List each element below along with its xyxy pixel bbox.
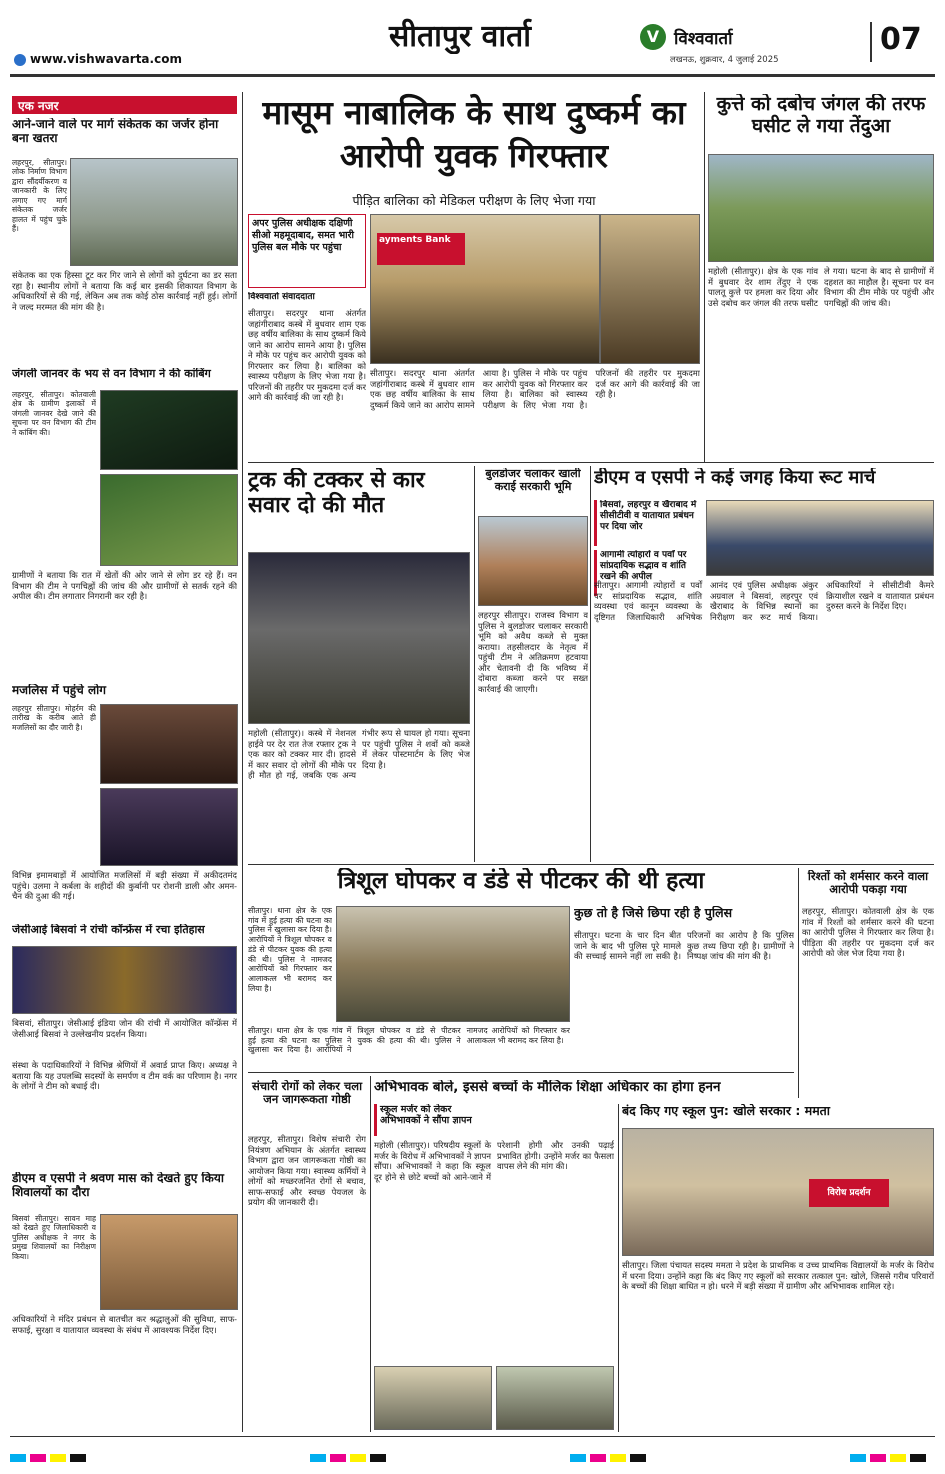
police-photo-2 (600, 214, 700, 364)
route-march-photo (706, 500, 934, 576)
route-callout: आगामी त्योहारों व पर्वों पर सांप्रदायिक सद्भाव व शांति रखने की अपील (594, 550, 702, 596)
page-title: सीतापुर वार्ता (389, 19, 531, 54)
color-swatch (630, 1454, 646, 1462)
hiding-body: सीतापुर। घटना के चार दिन बीत जाने के बाद भी पुलिस पूरे मामले की सच्चाई सामने नहीं ला सकी है। परिजनों का आरोप है कि पुलिस कुछ तथ्य छिपा रही है। ग्रामीणों ने निष्पक्ष जांच की मांग की है। (574, 930, 794, 961)
brand-logo: V विश्ववार्ता (640, 24, 815, 52)
color-swatch (610, 1454, 626, 1462)
color-swatch (870, 1454, 886, 1462)
column-divider (242, 92, 243, 1432)
color-swatch (570, 1454, 586, 1462)
dateline: लखनऊ, शुक्रवार, 4 जुलाई 2025 (670, 55, 779, 65)
dog-body: महोली (सीतापुर)। क्षेत्र के एक गांव में बुधवार देर शाम तेंदुए ने एक पालतू कुत्ते पर हमला कर दिया और उसे दबोच कर जंगल की तरफ घसीट ले गया। घटना के बाद से ग्रामीणों में दहशत का माहौल है। सूचना पर वन विभाग की टीम मौके पर पहुंची और पगचिह्नों की जांच की। (708, 266, 934, 308)
shiksha-body: महोली (सीतापुर)। परिषदीय स्कूलों के मर्जर के विरोध में अभिभावकों ने ज्ञापन सौंपा। अभिभावकों ने कहा कि स्कूल दूर होने से छोटे बच्चों को आने-जाने में परेशानी होगी और उनकी पढ़ाई प्रभावित होगी। उन्होंने मर्जर का फैसला वापस लेने की मांग की। (374, 1140, 614, 1182)
globe-icon (14, 54, 26, 66)
photo-signboard: ayments Bank (377, 233, 465, 265)
dog-headline: कुत्ते को दबोच जंगल की तरफ घसीट ले गया तेंदुआ (716, 94, 926, 137)
section-rule (248, 864, 934, 865)
rishton-body: लहरपुर, सीतापुर। कोतवाली क्षेत्र के एक गांव में रिश्तों को शर्मसार करने की घटना का आरोपी पुलिस ने गिरफ्तार कर लिया है। पीड़िता की तहरीर पर मुकदमा दर्ज कर आरोपी को जेल भेज दिया गया है। (802, 906, 934, 958)
masthead-rule (10, 74, 935, 77)
rishton-headline: रिश्तों को शर्मसार करने वाला आरोपी पकड़ा गया (807, 870, 929, 897)
color-swatch (890, 1454, 906, 1462)
brief-lead: लहरपुर सीतापुर। मोहर्रम की तारीख के करीब आते ही मजलिसों का दौर जारी है। (12, 704, 96, 732)
protest-banner: विरोध प्रदर्शन (809, 1179, 889, 1207)
truck-body: महोली (सीतापुर)। कस्बे में नेशनल हाईवे पर देर रात तेज रफ्तार ट्रक ने एक कार को टक्कर मार दी। हादसे में कार सवार दो लोगों की मौके पर ही मौत हो गई, जबकि एक अन्य गंभीर रूप से घायल हो गया। सूचना पर पहुंची पुलिस ने शवों को कब्जे में लेकर पोस्टमार्टम के लिए भेज दिया है। (248, 728, 470, 780)
route-march-body: सीतापुर। आगामी त्योहारों व पर्वों पर सांप्रदायिक सद्भाव, शांति व्यवस्था एवं कानून व्यवस्था के दृष्टिगत जिलाधिकारी अभिषेक आनंद एवं पुलिस अधीक्षक अंकुर अग्रवाल ने बिसवां, लहरपुर एवं खैराबाद के विभिन्न स्थानों का निरीक्षण कर रूट मार्च किया। अधिकारियों ने सीसीटीवी कैमरे क्रियाशील रखने व यातायात प्रबंधन दुरुस्त करने के निर्देश दिए। (594, 580, 934, 622)
page-number: 07 (870, 22, 930, 62)
color-swatch (590, 1454, 606, 1462)
column-divider (590, 466, 591, 862)
lead-body-cont: सीतापुर। सदरपुर थाना अंतर्गत जहांगीराबाद कस्बे में बुधवार शाम एक छह वर्षीय बालिका के साथ दुष्कर्म किये जाने का आरोप सामने आया है। पुलिस ने मौके पर पहुंच कर आरोपी युवक को गिरफ्तार कर लिया है। बालिका को स्वास्थ्य परीक्षण के लिए भेजा गया है। परिजनों की तहरीर पर मुकदमा दर्ज कर आगे की कार्रवाई की जा रही है। (370, 368, 700, 410)
majlis-photo (100, 704, 238, 784)
column-divider (798, 868, 799, 1098)
lead-headline: मासूम नाबालिक के साथ दुष्कर्म का आरोपी युवक गिरफ्तार (262, 93, 686, 175)
ek-nazar-label: एक नजर (12, 96, 237, 114)
brief-headline: आने-जाने वाले पर मार्ग संकेतक का जर्जर होना बना खतरा (12, 118, 219, 145)
shiksha-callout: स्कूल मर्जर को लेकर अभिभावकों ने सौंपा ज्ञापन (374, 1104, 488, 1136)
brief-body: संस्था के पदाधिकारियों ने विभिन्न श्रेणियों में अवार्ड प्राप्त किए। अध्यक्ष ने बताया कि यह उपलब्धि सदस्यों के समर्पण व टीम वर्क का परिणाम है। नगर के लोगों ने टीम को बधाई दी। (12, 1060, 237, 1091)
majlis-photo-2 (100, 788, 238, 866)
brief-headline: जंगली जानवर के भय से वन विभाग ने की कांबिंग (12, 368, 211, 380)
section-rule (248, 1072, 794, 1073)
temple-visit-photo (100, 1214, 238, 1310)
color-swatch (350, 1454, 366, 1462)
color-swatch (910, 1454, 926, 1462)
route-march-headline: डीएम व एसपी ने कई जगह किया रूट मार्च (594, 468, 876, 488)
color-swatch (50, 1454, 66, 1462)
column-divider (474, 466, 475, 862)
forest-photo-2 (100, 474, 238, 566)
truck-headline: ट्रक की टक्कर से कार सवार दो की मौत (248, 468, 425, 519)
brief-body: संकेतक का एक हिस्सा टूट कर गिर जाने से लोगों को दुर्घटना का डर सता रहा है। स्थानीय लोगों ने बताया कि कई बार इसकी शिकायत विभाग के अधिकारियों से की गई, लेकिन अब तक कोई ठोस कार्रवाई नहीं हुई। लोगों ने जल्द मरम्मत की मांग की है। (12, 270, 237, 312)
bulldozer-body: लहरपुर सीतापुर। राजस्व विभाग व पुलिस ने बुलडोजर चलाकर सरकारी भूमि को अवैध कब्जे से मुक्त कराया। तहसीलदार के नेतृत्व में पहुंची टीम ने अतिक्रमण हटवाया और चेतावनी दी कि भविष्य में दोबारा कब्जा करने पर सख्त कार्रवाई की जाएगी। (478, 610, 588, 694)
footer-rule (10, 1436, 935, 1437)
brief-headline: मजलिस में पहुंचे लोग (12, 684, 106, 697)
protest-photo (622, 1128, 934, 1256)
shiksha-headline: अभिभावक बोले, इससे बच्चों के मौलिक शिक्षा अधिकार का होगा हनन (374, 1080, 721, 1095)
brief-lead: बिसवां सीतापुर। सावन माह को देखते हुए जिलाधिकारी व पुलिस अधीक्षक ने नगर के प्रमुख शिवालयों का निरीक्षण किया। (12, 1214, 96, 1261)
police-press-photo (336, 906, 570, 1022)
arrest-photo (370, 214, 600, 364)
signboard-photo (70, 158, 238, 266)
column-divider (704, 92, 705, 462)
trishul-headline: त्रिशूल घोपकर व डंडे से पीटकर की थी हत्या (337, 868, 705, 894)
color-swatch (370, 1454, 386, 1462)
brief-headline: जेसीआई बिसवां ने रांची कॉन्फ्रेंस में रचा इतिहास (12, 924, 205, 936)
lead-byline: विश्ववार्ता संवाददाता (248, 292, 315, 302)
brief-lead: बिसवां, सीतापुर। जेसीआई इंडिया जोन की रांची में आयोजित कॉन्फ्रेंस में जेसीआई बिसवां ने उल्लेखनीय प्रदर्शन किया। (12, 1018, 237, 1039)
column-divider (618, 1104, 619, 1432)
accident-photo (248, 552, 470, 724)
color-swatch (850, 1454, 866, 1462)
parents-photo (496, 1366, 614, 1430)
bulldozer-photo (478, 516, 588, 606)
section-rule (248, 462, 934, 463)
v-logo-icon: V (640, 24, 666, 50)
brief-body: अधिकारियों ने मंदिर प्रबंधन से बातचीत कर श्रद्धालुओं की सुविधा, साफ-सफाई, सुरक्षा व यातायात व्यवस्था के संबंध में आवश्यक निर्देश दिए। (12, 1314, 237, 1335)
band-school-headline: बंद किए गए स्कूल पुन: खोले सरकार : ममता (622, 1104, 831, 1118)
color-swatch (30, 1454, 46, 1462)
forest-photo (100, 390, 238, 470)
brief-lead: लहरपुर, सीतापुर। लोक निर्माण विभाग द्वारा सौंदर्यीकरण व जानकारी के लिए लगाए गए मार्ग संकेतक जर्जर हालत में पहुंच चुके हैं। (12, 158, 67, 234)
brief-headline: डीएम व एसपी ने श्रवण मास को देखते हुए किया शिवालयों का दौरा (12, 1172, 224, 1199)
color-swatch (310, 1454, 326, 1462)
column-divider (370, 1076, 371, 1432)
lead-body: सीतापुर। सदरपुर थाना अंतर्गत जहांगीराबाद कस्बे में बुधवार शाम एक छह वर्षीय बालिका के साथ दुष्कर्म किये जाने का आरोप सामने आया है। पुलिस ने मौके पर पहुंच कर आरोपी युवक को गिरफ्तार कर लिया है। बालिका को स्वास्थ्य परीक्षण के लिए भेजा गया है। परिजनों की तहरीर पर मुकदमा दर्ज कर आगे की कार्रवाई की जा रही है। (248, 308, 366, 402)
lead-subheadline: पीड़ित बालिका को मेडिकल परीक्षण के लिए भेजा गया (352, 194, 596, 208)
hiding-headline: कुछ तो है जिसे छिपा रही है पुलिस (574, 906, 733, 920)
bulldozer-headline: बुलडोजर चलाकर खाली कराई सरकारी भूमि (485, 468, 581, 493)
sanchari-body: लहरपुर, सीतापुर। विशेष संचारी रोग नियंत्रण अभियान के अंतर्गत स्वास्थ्य विभाग द्वारा जन जागरूकता गोष्ठी का आयोजन किया गया। स्वास्थ्य कर्मियों ने लोगों को मच्छरजनित रोगों से बचाव, साफ-सफाई और स्वच्छ पेयजल के प्रयोग की जानकारी दी। (248, 1134, 366, 1207)
color-registration-bar (10, 1454, 935, 1464)
sanchari-headline: संचारी रोगों को लेकर चला जन जागरूकता गोष्ठी (251, 1080, 363, 1107)
band-school-body: सीतापुर। जिला पंचायत सदस्य ममता ने प्रदेश के प्राथमिक व उच्च प्राथमिक विद्यालयों के मर्जर के विरोध में धरना दिया। उन्होंने कहा कि बंद किए गए स्कूलों को सरकार तत्काल पुन: खोले, जिससे गरीब परिवारों के बच्चों की शिक्षा बाधित न हो। धरने में बड़ी संख्या में ग्रामीण और अभिभावक शामिल रहे। (622, 1260, 934, 1291)
website-link[interactable]: www.vishwavarta.com (14, 52, 274, 72)
brief-body: ग्रामीणों ने बताया कि रात में खेतों की ओर जाने से लोग डर रहे हैं। वन विभाग की टीम ने पगचिह्नों की जांच की और ग्रामीणों से सतर्क रहने की अपील की। टीम लगातार निगरानी कर रही है। (12, 570, 237, 601)
trishul-body: सीतापुर। थाना क्षेत्र के एक गांव में हुई हत्या की घटना का पुलिस ने खुलासा कर दिया है। आरोपियों ने त्रिशूल घोपकर व डंडे से पीटकर युवक की हत्या की थी। पुलिस ने नामजद आरोपियों को गिरफ्तार कर आलाकत्ल भी बरामद कर लिया है। (248, 906, 332, 993)
masthead (0, 0, 945, 80)
color-swatch (10, 1454, 26, 1462)
memorandum-photo (374, 1366, 492, 1430)
color-swatch (70, 1454, 86, 1462)
brief-body: विभिन्न इमामबाड़ों में आयोजित मजलिसों में बड़ी संख्या में अकीदतमंद पहुंचे। उलमा ने कर्बला के शहीदों की कुर्बानी पर रोशनी डाली और अमन-चैन की दुआ की गई। (12, 870, 237, 901)
brief-lead: लहरपुर, सीतापुर। कोतवाली क्षेत्र के ग्रामीण इलाकों में जंगली जानवर देखे जाने की सूचना पर वन विभाग की टीम ने कांबिंग की। (12, 390, 96, 437)
lead-callout: अपर पुलिस अधीक्षक दक्षिणी सीओ महमूदाबाद, समत भारी पुलिस बल मौके पर पहुंचा (248, 214, 366, 288)
leopard-field-photo (708, 154, 934, 262)
trishul-body-cont: सीतापुर। थाना क्षेत्र के एक गांव में हुई हत्या की घटना का पुलिस ने खुलासा कर दिया है। आरोपियों ने त्रिशूल घोपकर व डंडे से पीटकर युवक की हत्या की थी। पुलिस ने नामजद आरोपियों को गिरफ्तार कर आलाकत्ल भी बरामद कर लिया है। (248, 1026, 570, 1055)
jci-award-photo (12, 946, 237, 1014)
color-swatch (330, 1454, 346, 1462)
route-callout: बिसवां, लहरपुर व खैराबाद में सीसीटीवी व यातायात प्रबंधन पर दिया जोर (594, 500, 702, 546)
